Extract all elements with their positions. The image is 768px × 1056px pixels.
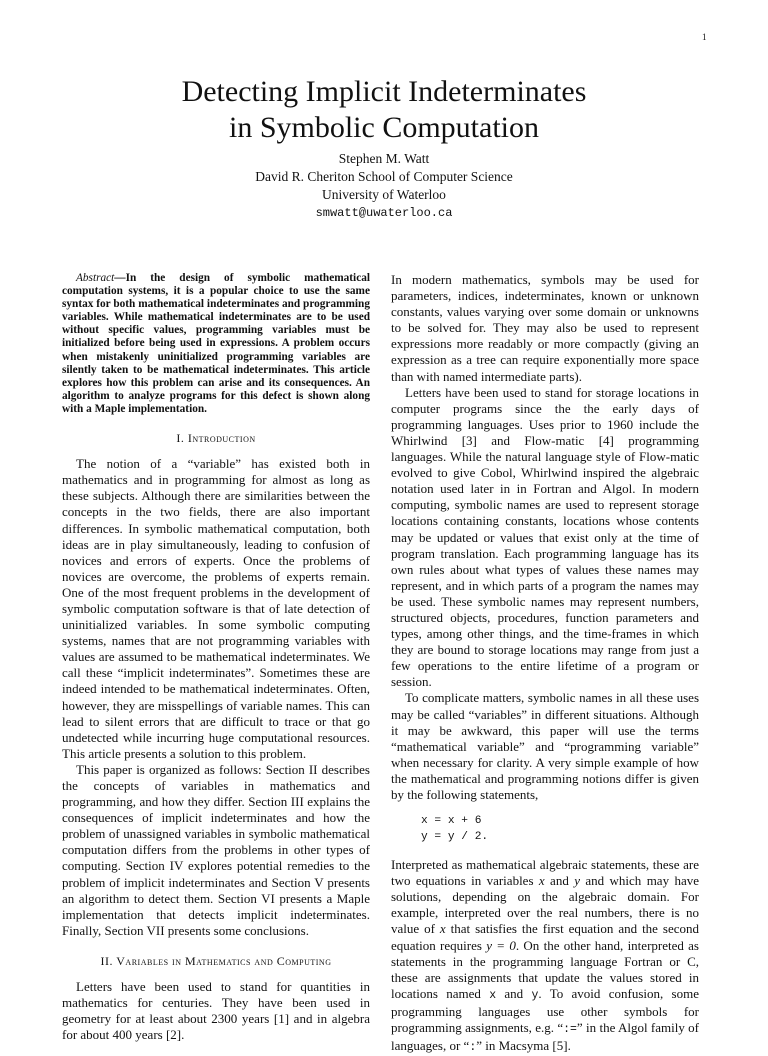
mono-x: x	[489, 988, 497, 1002]
math-y: y	[574, 873, 580, 889]
p4-text-2: and	[544, 873, 575, 889]
mono-y: y	[531, 988, 539, 1002]
variables-paragraph-1: Letters have been used to stand for quantities in mathematics for centuries. They have been used in geometry for at least about 2300 years [1] and in algebra for about 400 years [2].	[62, 979, 370, 1043]
p4-text-1: Interpreted as mathematical algebraic statements, these are two equations in variables	[391, 857, 699, 889]
author-affiliation-2: University of Waterloo	[322, 187, 446, 202]
right-paragraph-2: Letters have been used to stand for storage locations in computer programs since the the early days of programming languages. Uses prior to 1960 include the Whirlwind [3] and Flow-matic [4] programming languages. While the natural language style of Flow-matic evolved to give Cobol, Whirlwind inspired the algebraic notation used later in in Fortran and Algol. In modern computing, symbolic names are used to represent storage locations containing constants, locations whose contents may be updated or values that exist only at the time of program translation. Each programming language has its own rules about what types of values these names may represent, and in which parts of a program the names may be used. These symbolic names may represent numbers, structured objects, procedures, function parameters and types, among other things, and the time-frames in which they are bound to storage locations may range from just a few operations to the entire lifetime of a program or session.	[391, 384, 699, 690]
mono-macsyma-assign: :	[469, 1041, 477, 1055]
right-paragraph-1: In modern mathematics, symbols may be used for parameters, indices, indeterminates, known or unknown constants, values varying over some domain or unknowns to be solved for. They may also be used to represent expressions more readably or more compactly (giving an expression as a tree can require exponentially more space than with named intermediate parts).	[391, 272, 699, 384]
section-heading-introduction: I. Introduction	[176, 431, 256, 446]
p4-text-6: and	[496, 985, 532, 1001]
code-line-1: x = x + 6	[421, 815, 482, 828]
code-example	[421, 813, 699, 845]
right-paragraph-4	[391, 857, 699, 1056]
left-column	[62, 272, 370, 1043]
p4-text-4: that satisfies the first equation and the second equation requires	[391, 921, 699, 953]
code-line-2: y = y / 2.	[421, 831, 489, 844]
abstract	[62, 272, 370, 416]
p4-text-5: . On the other hand, interpreted as statements in the programming language Fortran or C, these are assignments that update the values stored in locations named	[391, 937, 699, 1001]
intro-paragraph-1: The notion of a “variable” has existed both in mathematics and in programming for almost as long as these subjects. Although there are similarities between the concepts in the two fields, there are also important differences. In symbolic mathematical computation, both ideas are in play simultaneously, leading to confusion of novices and errors of experts. Once the problems of novices are overcome, the problems of experts remain. One of the most frequent problems in the development of symbolic computation software is that of late detection of uninitialized variables. In some symbolic computing systems, names that are not programming variables with values are assumed to be mathematical indeterminates. We call these “implicit indeterminates”. Sometimes these are indeed intended to be mathematical indeterminates. Often, however, they are misspellings of variable names. This can lead to silent errors that are difficult to trace or that go undetected while incurring huge computational resources. This article presents a solution to this problem.	[62, 456, 370, 761]
author-affiliation-1: David R. Cheriton School of Computer Science	[255, 169, 513, 184]
p4-text-8: ” in the Algol family of languages, or “	[391, 1020, 700, 1054]
p4-text-9: ” in Macsyma [5].	[476, 1038, 571, 1054]
intro-paragraph-2: This paper is organized as follows: Section II describes the concepts of variables in mathematics and programming, and how they differ. Section III explains the consequences of implicit indeterminates and how the problem of unassigned variables in symbolic mathematical computation differs from the problems in other types of computing. Section IV explores potential remedies to the problem of implicit indeterminates and Section V presents an algorithm to detect them. Section VI presents a Maple implementation that detects implicit indeterminates. Finally, Section VII presents some conclusions.	[62, 761, 370, 938]
author-block	[0, 150, 768, 222]
page-number: 1	[702, 32, 707, 42]
abstract-text: —In the design of symbolic mathematical computation systems, it is a popular choice to use the same syntax for both mathematical indeterminates and programming variables. While mathematical indeterminates are to be used without specific values, programming variables must be initialized before being used in expressions. A problem occurs when mistakenly uninitialized programming variables are silently taken to be mathematical indeterminates. This article explores how this problem can arise and its consequences. An algorithm to analyze programs for this defect is shown along with a Maple implementation.	[62, 272, 370, 415]
paper-title	[0, 74, 768, 146]
author-email[interactable]: smwatt@uwaterloo.ca	[315, 206, 453, 220]
abstract-label: Abstract	[76, 272, 115, 284]
right-column	[391, 272, 699, 1056]
math-y-equals-0: y = 0	[486, 937, 516, 953]
math-x: x	[538, 873, 545, 889]
title-line-1: Detecting Implicit Indeterminates	[181, 75, 587, 108]
title-line-2: in Symbolic Computation	[228, 111, 539, 144]
section-heading-variables: II. Variables in Mathematics and Computing	[100, 953, 332, 968]
author-name: Stephen M. Watt	[338, 151, 430, 166]
mono-algol-assign: :=	[563, 1023, 577, 1037]
math-x-2: x	[439, 921, 446, 937]
right-paragraph-3: To complicate matters, symbolic names in all these uses may be called “variables” in different situations. Although it may be awkward, this paper will use the terms “mathematical variable” and “programming variable” when necessary for clarity. A very simple example of how the mathematical and programming notions differ is given by the following statements,	[391, 690, 699, 802]
p4-text-7: . To avoid confusion, some programming languages use other symbols for programming assignments, e.g. “	[391, 985, 699, 1036]
p4-text-3: and which may have solutions, depending on the algebraic domain. For example, interpreted over the real numbers, there is no value of	[391, 873, 699, 937]
